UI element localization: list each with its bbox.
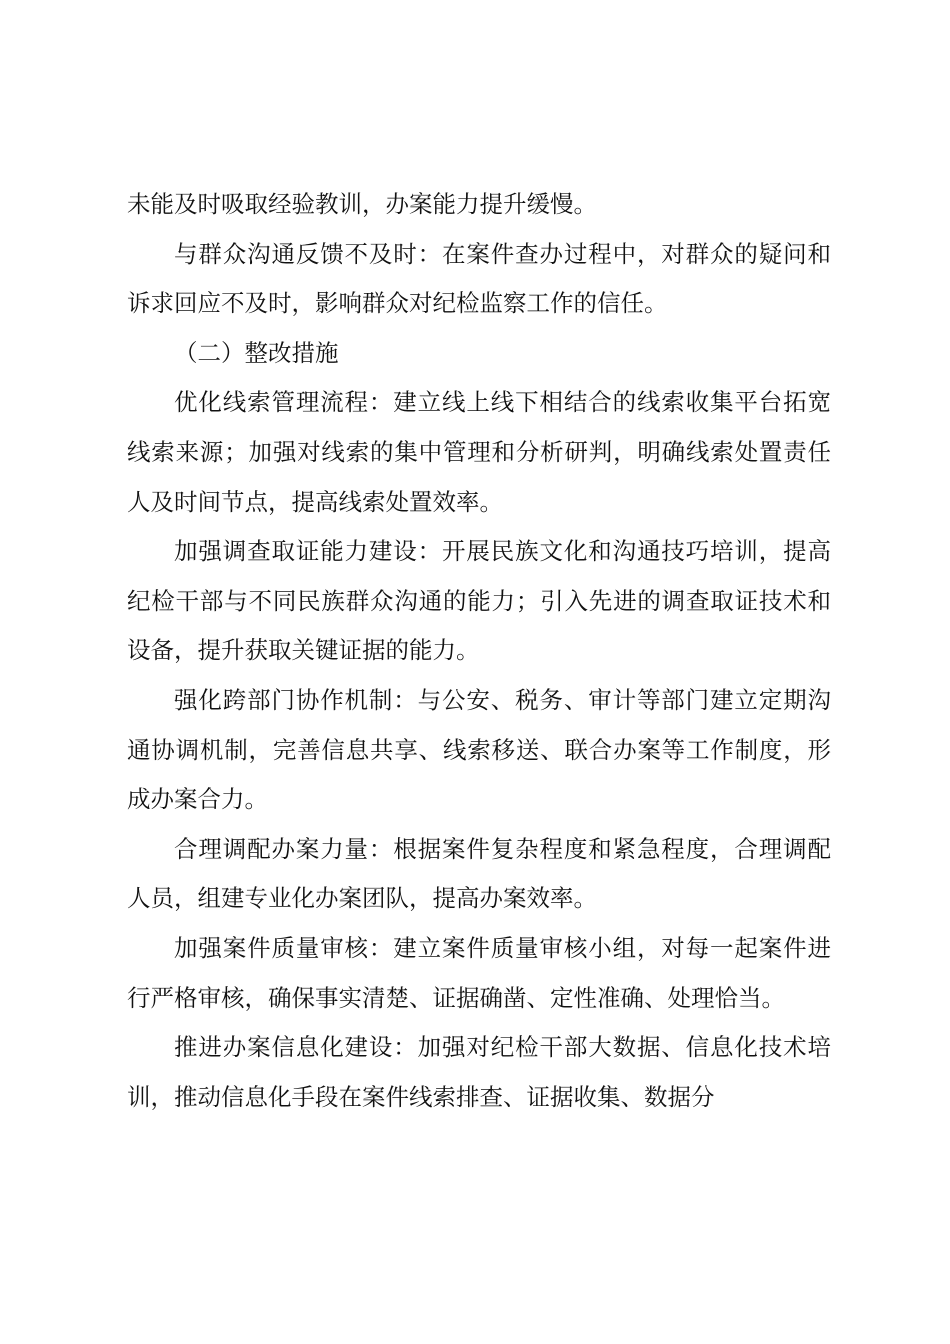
- paragraph-informatization: 推进办案信息化建设：加强对纪检干部大数据、信息化技术培训，推动信息化手段在案件线索排查、证据收集、数据分: [127, 1033, 831, 1111]
- paragraph-communication-feedback: 与群众沟通反馈不及时：在案件查办过程中，对群众的疑问和诉求回应不及时，影响群众对纪检监察工作的信任。: [127, 239, 831, 318]
- paragraph-clue-management: 优化线索管理流程：建立线上线下相结合的线索收集平台拓宽线索来源；加强对线索的集中管理和分析研判，明确线索处置责任人及时间节点，提高线索处置效率。: [127, 388, 831, 516]
- paragraph-staff-allocation: 合理调配办案力量：根据案件复杂程度和紧急程度，合理调配人员，组建专业化办案团队，提高办案效率。: [127, 834, 831, 913]
- paragraph-continuation: 未能及时吸取经验教训，办案能力提升缓慢。: [127, 190, 597, 218]
- paragraph-investigation-capacity: 加强调查取证能力建设：开展民族文化和沟通技巧培训，提高纪检干部与不同民族群众沟通的能力；引入先进的调查取证技术和设备，提升获取关键证据的能力。: [127, 537, 831, 665]
- section-heading-rectification: （二）整改措施: [174, 338, 339, 367]
- document-page: [127, 180, 831, 1122]
- paragraph-cross-department: 强化跨部门协作机制：与公安、税务、审计等部门建立定期沟通协调机制，完善信息共享、线索移送、联合办案等工作制度，形成办案合力。: [127, 685, 831, 814]
- paragraph-quality-review: 加强案件质量审核：建立案件质量审核小组，对每一起案件进行严格审核，确保事实清楚、证据确凿、定性准确、处理恰当。: [127, 933, 831, 1012]
